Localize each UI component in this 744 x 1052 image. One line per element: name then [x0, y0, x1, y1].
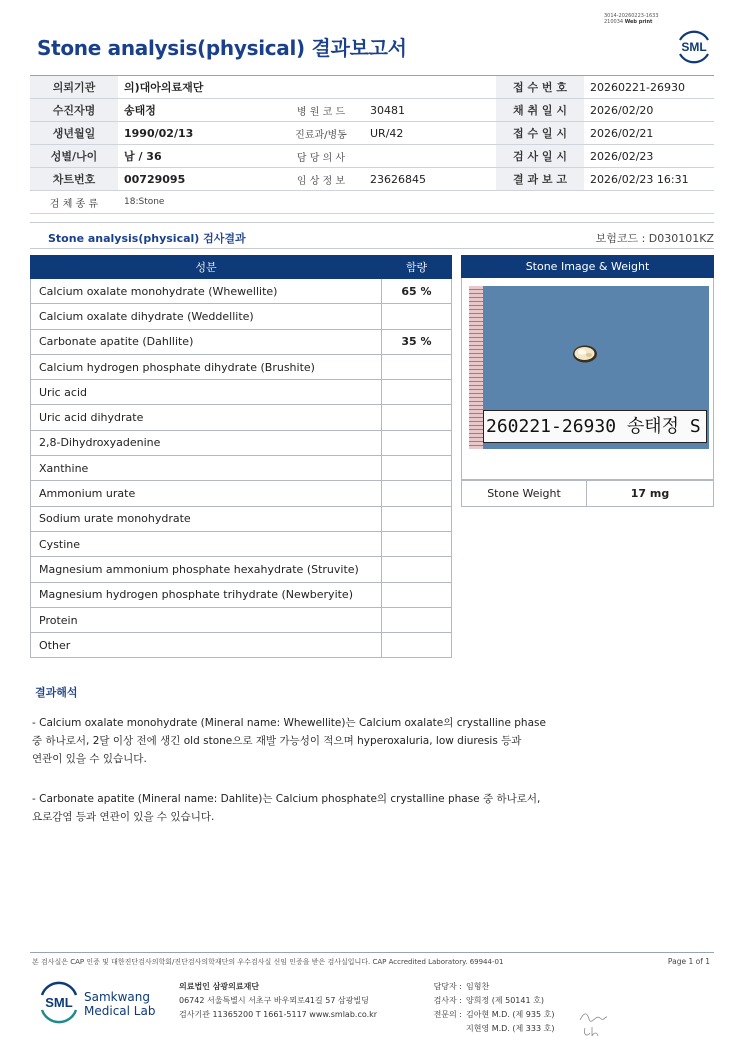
- photo-specimen-label: 260221-26930 송태정 S: [483, 410, 707, 443]
- staff-role: [427, 1022, 466, 1036]
- component-name: Magnesium hydrogen phosphate trihydrate (Newberyite): [31, 582, 382, 607]
- image-panel-header: Stone Image & Weight: [461, 255, 714, 278]
- staff-row: [427, 1008, 554, 1022]
- section-divider: [30, 222, 714, 223]
- component-amount: 35 %: [382, 329, 452, 354]
- ruler-scale: [469, 286, 483, 449]
- info-label: 생년월일: [30, 122, 118, 145]
- staff-row: [427, 980, 554, 994]
- info-label: 접 수 번 호: [496, 76, 584, 99]
- specimen-label: 검 체 종 류: [30, 191, 118, 214]
- component-name: Calcium hydrogen phosphate dihydrate (Brushite): [31, 354, 382, 379]
- staff-row: [427, 994, 554, 1008]
- staff-role: 검사자 :: [433, 996, 462, 1005]
- component-name: Xanthine: [31, 456, 382, 481]
- table-row: [31, 607, 452, 632]
- component-name: Uric acid: [31, 380, 382, 405]
- component-name: Protein: [31, 607, 382, 632]
- table-row: [31, 531, 452, 556]
- staff-row: [427, 1022, 554, 1036]
- weight-value: 17 mg: [587, 481, 714, 507]
- table-row: [31, 430, 452, 455]
- specimen-value: 18:Stone: [118, 191, 714, 214]
- component-name: Sodium urate monohydrate: [31, 506, 382, 531]
- component-name: Ammonium urate: [31, 481, 382, 506]
- component-name: Other: [31, 633, 382, 658]
- brand-line1: Samkwang: [84, 990, 150, 1004]
- component-name: Uric acid dihydrate: [31, 405, 382, 430]
- brand-line2: Medical Lab: [84, 1004, 156, 1018]
- component-name: Calcium oxalate monohydrate (Whewellite): [31, 279, 382, 304]
- print-meta: [604, 13, 659, 25]
- info-value: 송태정: [118, 99, 278, 122]
- patient-info-table: [30, 75, 714, 214]
- component-amount: [382, 456, 452, 481]
- address-line: 06742 서울특별시 서초구 바우뫼로41길 57 삼광빌딩: [179, 996, 369, 1005]
- component-amount: [382, 633, 452, 658]
- info-value: UR/42: [364, 122, 496, 145]
- info-label: 임 상 정 보: [278, 168, 364, 191]
- print-label: Web print: [624, 19, 653, 25]
- interpretation-title: 결과해석: [35, 686, 78, 699]
- info-label: 성별/나이: [30, 145, 118, 168]
- contact-line: 검사기관 11365200 T 1661-5117 www.smlab.co.kr: [179, 1010, 378, 1019]
- composition-header: [31, 256, 452, 279]
- component-name: Magnesium ammonium phosphate hexahydrate (Struvite): [31, 557, 382, 582]
- info-row: [30, 76, 714, 99]
- info-value: 2026/02/20: [584, 99, 714, 122]
- interpretation-paragraph-1: [32, 714, 612, 768]
- component-amount: [382, 557, 452, 582]
- interpretation-paragraph-2: [32, 790, 612, 826]
- component-amount: [382, 380, 452, 405]
- interp-line: 연관이 있을 수 있습니다.: [32, 753, 147, 765]
- stone-weight-table: [461, 480, 714, 507]
- insurance-code: 보험코드 : D030101KZ: [595, 232, 714, 245]
- footer-staff: [427, 980, 554, 1036]
- info-row: [30, 122, 714, 145]
- sml-logo-icon: [674, 26, 714, 66]
- info-label: 채 취 일 시: [496, 99, 584, 122]
- info-label: 의뢰기관: [30, 76, 118, 99]
- info-value: 남 / 36: [118, 145, 278, 168]
- info-row-specimen: [30, 191, 714, 214]
- table-row: [31, 582, 452, 607]
- section-divider: [30, 248, 714, 249]
- info-value: 2026/02/23 16:31: [584, 168, 714, 191]
- table-row: [31, 329, 452, 354]
- info-label: 검 사 일 시: [496, 145, 584, 168]
- info-label: 차트번호: [30, 168, 118, 191]
- component-name: Cystine: [31, 531, 382, 556]
- component-amount: [382, 354, 452, 379]
- info-value: 23626845: [364, 168, 496, 191]
- component-amount: [382, 304, 452, 329]
- weight-row: [462, 481, 714, 507]
- interp-line: - Carbonate apatite (Mineral name: Dahlite)는 Calcium phosphate의 crystalline phase 중 하나로서,: [32, 793, 541, 805]
- signature-icon: [582, 1025, 602, 1039]
- info-row: [30, 99, 714, 122]
- col-amount: 함량: [382, 256, 452, 279]
- component-amount: [382, 506, 452, 531]
- staff-name: 임형찬: [466, 982, 490, 991]
- page-title: Stone analysis(physical) 결과보고서: [37, 36, 407, 60]
- component-name: Carbonate apatite (Dahllite): [31, 329, 382, 354]
- info-label: 병 원 코 드: [278, 99, 364, 122]
- col-component: 성분: [31, 256, 382, 279]
- info-value: 30481: [364, 99, 496, 122]
- table-row: [31, 557, 452, 582]
- info-row: [30, 168, 714, 191]
- info-row: [30, 145, 714, 168]
- composition-body: [31, 279, 452, 658]
- staff-name: 김아현 M.D. (제 935 호): [466, 1010, 555, 1019]
- footer-address: [179, 980, 377, 1022]
- component-amount: [382, 430, 452, 455]
- info-value: 2026/02/21: [584, 122, 714, 145]
- info-value: 20260221-26930: [584, 76, 714, 99]
- staff-role: 전문의 :: [433, 1010, 462, 1019]
- table-row: [31, 633, 452, 658]
- component-amount: [382, 607, 452, 632]
- cap-certification: 본 검사실은 CAP 인증 및 대한진단검사의학회/진단검사의학재단의 우수검사실 신임 인증을 받은 검사실입니다. CAP Accredited Laboratory. 69944-01: [32, 958, 504, 966]
- footer-brand: [84, 990, 155, 1018]
- print-meta-line2: [604, 19, 659, 25]
- info-value: 1990/02/13: [118, 122, 278, 145]
- component-amount: [382, 582, 452, 607]
- footer-divider: [30, 952, 714, 953]
- table-row: [31, 354, 452, 379]
- table-row: [31, 380, 452, 405]
- interp-line: - Calcium oxalate monohydrate (Mineral name: Whewellite)는 Calcium oxalate의 crystalline phase: [32, 717, 546, 729]
- info-label: 진료과/병동: [278, 122, 364, 145]
- print-code: 210034: [604, 19, 624, 25]
- info-label: 수진자명: [30, 99, 118, 122]
- logo-text: SML: [681, 40, 707, 54]
- table-row: [31, 506, 452, 531]
- table-row: [31, 279, 452, 304]
- section-title: Stone analysis(physical) 검사결과: [48, 232, 246, 245]
- composition-table: [30, 255, 452, 658]
- info-value: [364, 145, 496, 168]
- info-label: 담 당 의 사: [278, 145, 364, 168]
- component-amount: [382, 531, 452, 556]
- table-row: [31, 304, 452, 329]
- info-value: 2026/02/23: [584, 145, 714, 168]
- table-row: [31, 405, 452, 430]
- stone-photo: [469, 286, 709, 449]
- page-number: Page 1 of 1: [667, 957, 710, 966]
- print-meta-line1: 3014-20260223-1633: [604, 13, 659, 19]
- staff-name: 양희정 (제 50141 호): [466, 996, 544, 1005]
- staff-name: 지현영 M.D. (제 333 호): [466, 1024, 555, 1033]
- table-row: [31, 481, 452, 506]
- table-row: [31, 456, 452, 481]
- info-value: 00729095: [118, 168, 278, 191]
- interp-line: 요로감염 등과 연관이 있을 수 있습니다.: [32, 811, 215, 823]
- info-label: 접 수 일 시: [496, 122, 584, 145]
- component-name: Calcium oxalate dihydrate (Weddellite): [31, 304, 382, 329]
- signature-icon: [578, 1010, 608, 1024]
- component-name: 2,8-Dihydroxyadenine: [31, 430, 382, 455]
- weight-label: Stone Weight: [462, 481, 587, 507]
- stone-image-panel: [461, 255, 714, 507]
- component-amount: [382, 481, 452, 506]
- component-amount: [382, 405, 452, 430]
- interp-line: 중 하나로서, 2달 이상 전에 생긴 old stone으로 재발 가능성이 적으며 hyperoxaluria, low diuresis 등과: [32, 735, 522, 747]
- footer-logo-text: SML: [45, 995, 73, 1010]
- org-name: 의료법인 삼광의료재단: [179, 982, 260, 991]
- staff-role: 담당자 :: [433, 982, 462, 991]
- samkwang-logo-icon: [37, 980, 81, 1024]
- info-value: 의)대아의료재단: [118, 76, 496, 99]
- image-box: [461, 278, 714, 480]
- stone-icon: [569, 343, 601, 365]
- info-label: 결 과 보 고: [496, 168, 584, 191]
- component-amount: 65 %: [382, 279, 452, 304]
